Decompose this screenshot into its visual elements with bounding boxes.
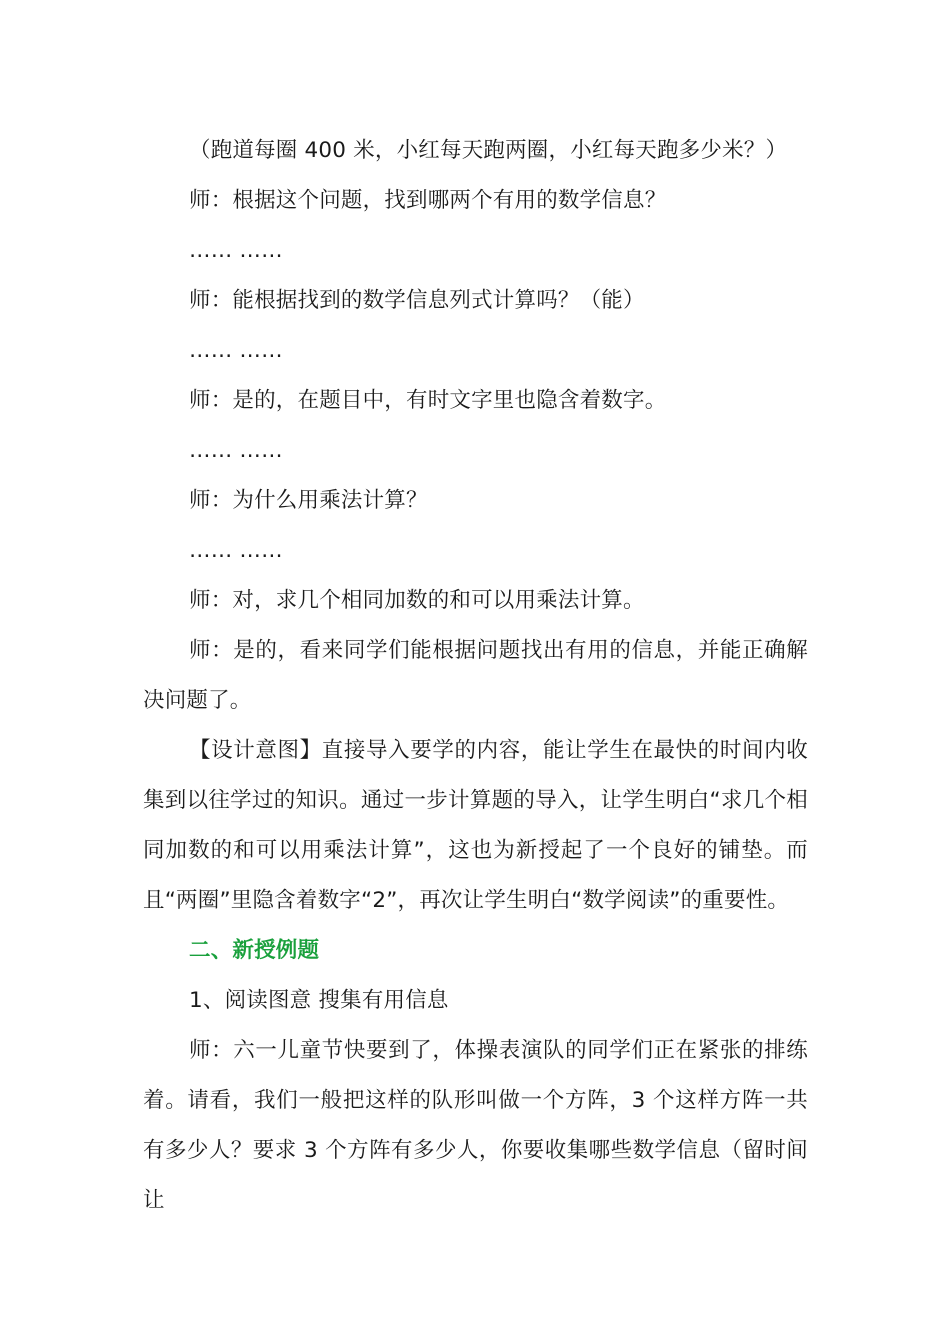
paragraph-ellipsis: …… ……	[189, 238, 283, 263]
paragraph-teacher-question-calc: 师：能根据找到的数学信息列式计算吗？（能）	[189, 288, 645, 313]
paragraph-teacher-question-info: 师：根据这个问题，找到哪两个有用的数学信息？	[189, 188, 667, 213]
paragraph-teacher-hidden-number: 师：是的，在题目中，有时文字里也隐含着数字。	[189, 388, 667, 413]
paragraph-teacher-multiply-rule: 师：对，求几个相同加数的和可以用乘法计算。	[189, 588, 645, 613]
section-heading-new-lesson: 二、新授例题	[189, 938, 320, 963]
paragraph-teacher-why-multiply: 师：为什么用乘法计算？	[189, 488, 428, 513]
paragraph-ellipsis: …… ……	[189, 338, 283, 363]
document-body	[143, 126, 808, 1226]
paragraph-teacher-childrens-day: 师：六一儿童节快要到了，体操表演队的同学们正在紧张的排练着。请看，我们一般把这样的队形叫做一个方阵，3 个这样方阵一共有多少人？要求 3 个方阵有多少人，你要收集哪些数学信息（留时间让	[143, 1038, 808, 1213]
paragraph-ellipsis: …… ……	[189, 538, 283, 563]
paragraph-running-track-question: （跑道每圈 400 米，小红每天跑两圈，小红每天跑多少米？）	[189, 138, 788, 163]
paragraph-teacher-summary: 师：是的，看来同学们能根据问题找出有用的信息，并能正确解决问题了。	[143, 638, 808, 713]
paragraph-ellipsis: …… ……	[189, 438, 283, 463]
paragraph-step-read-picture: 1、阅读图意 搜集有用信息	[189, 988, 449, 1013]
paragraph-design-intent: 【设计意图】直接导入要学的内容，能让学生在最快的时间内收集到以往学过的知识。通过一步计算题的导入，让学生明白“求几个相同加数的和可以用乘法计算”，这也为新授起了一个良好的铺垫。而且“两圈”里隐含着数字“2”，再次让学生明白“数学阅读”的重要性。	[143, 738, 808, 913]
